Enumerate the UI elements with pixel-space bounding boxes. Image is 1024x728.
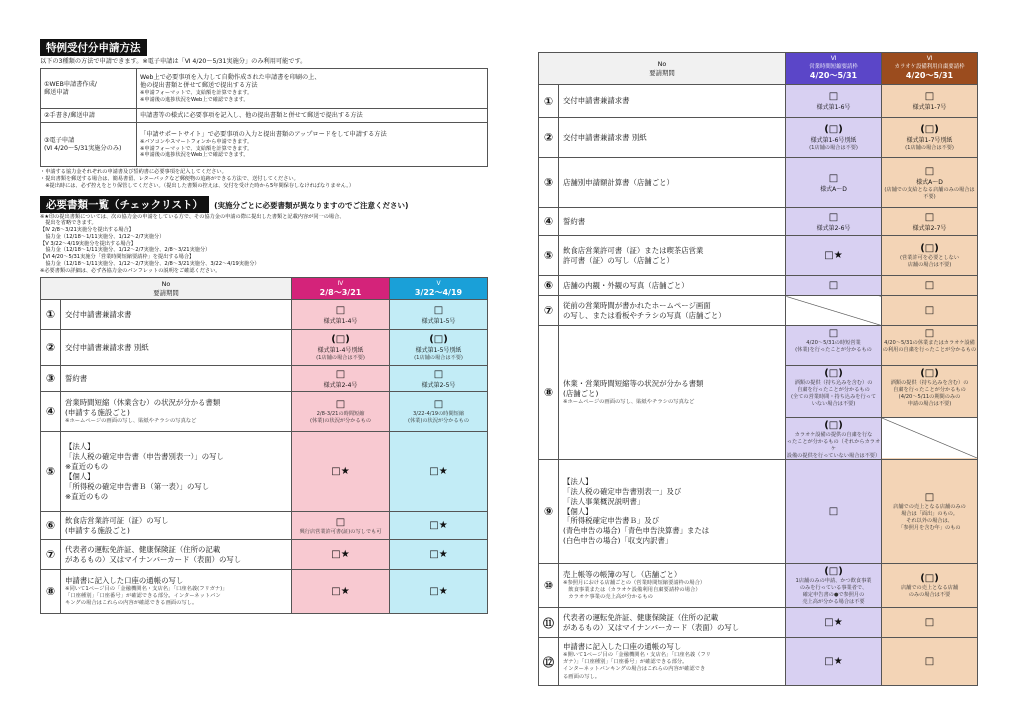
row-number: ④ (41, 392, 61, 432)
checkbox: □ (924, 165, 935, 177)
method-intro: 以下の3種類の方法で申請できます。※電子申請は「Ⅵ 4/20～5/31実施分」のみ利用可能です。 (40, 58, 307, 65)
row-item: 店舗別申請額計算書（店舗ごと） (559, 158, 786, 208)
row-item: 従前の営業時間が書かれたホームページ画面 の写し、または看板やチラシの写真（店舗ごと） (559, 296, 786, 326)
table-row (539, 296, 978, 326)
table-row (539, 208, 978, 236)
col-period-label: 要請期間 (649, 69, 675, 77)
form-number: 様式第1-4号 (323, 317, 358, 325)
row-note: ※参照月における店舗ごとの（営業時間短縮要請枠の場合） 飲食事業または（カラオケ設備利用自粛要請枠の場合） カラオケ事業の売上高が分かるもの (563, 579, 706, 601)
left-page (40, 36, 488, 614)
checkbox-star: □★ (824, 617, 843, 628)
not-applicable-cell (882, 418, 977, 458)
table-row (539, 276, 978, 296)
row-number: ① (539, 85, 559, 118)
row-item: 交付申請書兼請求書 (559, 85, 786, 118)
cell-note: 4/20～5/31の休業またはカラオケ設備 の利用の自粛を行ったことが分かるもの (882, 340, 977, 353)
form-number: 様式第1-7号別紙 (906, 137, 953, 144)
checkbox: (□) (920, 573, 939, 584)
checkbox: □ (828, 211, 839, 223)
table-row (41, 366, 488, 392)
row-number: ⑧ (539, 326, 559, 460)
col-vi-b-sub: カラオケ設備利用自粛要請枠 (894, 64, 965, 71)
cell-note: 酒類の提供（持ち込みを含む）の 自粛を行ったことが分かるもの (全ての営業時間・持ち込みを行って いない場合は不要) (790, 380, 877, 407)
row-number: ① (41, 300, 61, 330)
checkbox: □ (335, 304, 346, 316)
checkbox: □ (924, 305, 935, 316)
row-number: ⑦ (41, 540, 61, 570)
col-v-period: 3/22～4/19 (414, 287, 463, 297)
cell-note: 興行店営業許可書(証)の写しでも可 (299, 528, 382, 535)
form-number: 様式第1-7号 (912, 104, 947, 111)
table-row (539, 158, 978, 208)
cell-note: 4/20～5/31の時短営業 (休業)を行ったことが分かるもの (795, 340, 872, 353)
cell-note: (1店舗の場合は不要) (316, 355, 365, 362)
row-number: ⑨ (539, 460, 559, 564)
checkbox: □ (335, 368, 346, 380)
checkbox: (□) (824, 124, 843, 135)
checkbox: □ (828, 172, 839, 184)
table-row (539, 638, 978, 686)
row-note: ※同いて1ページ目の「金融機関名・支店名」「口座名義(フリガナ)」 「口座種別」「口座番号」が確認できる部分。インターネットバン キングの場合はこれらの内容が確認できる画面の写し。 (65, 586, 228, 607)
form-number: 様式第1-5号別紙 (415, 347, 462, 355)
method-name: ③電子申請 (Ⅵ 4/20～5/31実施分のみ) (41, 123, 137, 167)
cell-note: (1店舗の場合は不要) (809, 145, 858, 151)
row-note: ※開いて1ページ目の「金融機関名・支店名」「口座名義（フリ ガナ）」「口座種別」「口座番号」が確認できる部分。 インターネットバンキングの場合はこれらの内容が確認でき る画面の写し。 (563, 652, 711, 680)
col-vi-a-period: 4/20～5/31 (809, 71, 858, 81)
table-row (41, 432, 488, 512)
row-item: 代表者の運転免許証、健康保険証（住所の記載 があるもの）又はマイナンバーカード（表面）の写し (559, 608, 786, 638)
method-notes: ※申請フォーマットで、支給額を計算できます。 ※申請後の進捗状況をWeb上で確認できます。 (140, 90, 253, 103)
checkbox: □ (924, 211, 935, 223)
checkbox: □ (924, 280, 935, 291)
checkbox: □ (335, 399, 346, 411)
cell-note: 1店舗のみの申請、かつ飲食事業 のみを行っている事業者で、 確定申告書の●で参照月の 売上高が分かる場合は不要 (795, 578, 872, 605)
row-item: 飲食店営業許可書（証）または喫茶店営業 許可書（証）の写し（店舗ごと） (559, 236, 786, 276)
table-row (41, 570, 488, 614)
checklist-title: 必要書類一覧（チェックリスト） (40, 196, 209, 213)
table-row (539, 326, 978, 460)
row-number: ⑧ (41, 570, 61, 614)
row-item: 店舗の内観・外観の写真（店舗ごと） (559, 276, 786, 296)
right-checklist-table (538, 52, 978, 686)
cell-note: 酒類の提供（持ち込みを含む）の 自粛を行ったことが分かるもの (4/20～5/11の期間のみの 申請の場合は不要) (890, 380, 969, 407)
checkbox: □ (924, 91, 935, 102)
row-item: 交付申請書兼請求書 別紙 (65, 342, 149, 352)
cell-note: カラオケ設備の提供の自粛を行な ったことが分かるもの（それからカラオケ 設備の提供を行っていない場合は不要） (786, 432, 881, 459)
table-row (41, 540, 488, 570)
checkbox: □ (433, 399, 444, 411)
checkbox: □ (828, 91, 839, 102)
checkbox: (□) (824, 368, 843, 379)
col-vi-b-period: 4/20～5/31 (905, 71, 954, 81)
col-period-label: 要請期間 (153, 289, 179, 298)
method-name: ②手書き/郵送申請 (41, 109, 137, 123)
method-desc: 「申請サポートサイト」で必要事項の入力と提出書類のアップロードをして申請する方法 (140, 130, 387, 138)
row-note: ※ホームページの画面の写し、貼紙やチラシの写真など (563, 398, 695, 405)
row-item: 申請書に記入した口座の通帳の写し (563, 642, 682, 652)
method-notes: ※パソコンやスマートフォンから申請できます。 ※申請フォーマットで、支給額を計算できます。 ※申請後の進捗状況をWeb上で確認できます。 (140, 138, 253, 159)
checkbox: □ (924, 328, 935, 339)
table-row (41, 330, 488, 366)
checkbox: □ (924, 492, 935, 503)
row-number: ⑥ (539, 276, 559, 296)
row-item: 代表者の運転免許証、健康保険証（住所の記載 があるもの）又はマイナンバーカード（表面）の写し (61, 540, 292, 570)
col-vi-a-sub: 営業時間短縮要請枠 (809, 64, 858, 71)
cell-note: (1店舗の場合は不要) (905, 145, 954, 151)
row-number: ③ (539, 158, 559, 208)
form-number: 様式第1-6号 (816, 104, 851, 111)
left-checklist-table (40, 277, 488, 614)
row-number: ② (539, 118, 559, 158)
cell-note: (店舗での支給となる店舗のみの場合は不要) (884, 186, 975, 200)
form-number: 様式第2-4号 (323, 381, 358, 389)
checkbox-star: □★ (331, 466, 350, 478)
form-number: 様式第2-7号 (912, 224, 947, 232)
not-applicable-cell (786, 296, 882, 326)
checkbox: □ (828, 280, 839, 291)
row-number: ⑪ (539, 608, 559, 638)
form-number: 様式第1-5号 (421, 317, 456, 325)
col-iv-title: Ⅳ (337, 279, 344, 287)
row-item: 飲食店営業許可証（証）の写し (申請する施設ごと) (61, 512, 292, 540)
col-no-label: No (657, 60, 667, 68)
row-item: 休業・営業時間短縮等の状況が分かる書類 (店舗ごと) (563, 378, 704, 398)
col-no-label: No (161, 280, 171, 289)
table-row (41, 512, 488, 540)
checkbox-star: □★ (429, 549, 448, 561)
checkbox: □ (924, 617, 935, 628)
checkbox: (□) (429, 334, 448, 346)
checkbox: □ (335, 516, 346, 528)
right-page (538, 52, 978, 686)
table-row (41, 392, 488, 432)
checkbox-star: □★ (429, 520, 448, 532)
row-item: 誓約書 (65, 373, 88, 383)
checkbox: □ (433, 304, 444, 316)
col-vi-a-title: Ⅵ (830, 55, 837, 63)
row-number: ⑫ (539, 638, 559, 686)
checkbox: (□) (824, 566, 843, 577)
table-row (41, 300, 488, 330)
form-number: 様式A～D (820, 185, 847, 193)
checklist-subtitle: (実施分ごとに必要書類が異なりますのでご注意ください) (214, 200, 409, 210)
col-v-title: Ⅴ (436, 279, 441, 287)
checkbox: □ (828, 328, 839, 339)
table-row (539, 85, 978, 118)
method-notes-block: ・申請する協力金それぞれの申請書及び誓約書に必要事項を記入してください。 ・提出書類を郵送する場合は、簡易書留、レターパックなど郵便物の追跡ができる方法で、送付してください。 ※提出時には、必ず控えをとり保管してください。（提出した書類の控えは、交付を受けた時から5年間保存しなければなりません。） (40, 169, 355, 189)
row-item: 【法人】 「法人税の確定申告書別表一」及び 「法人事業概況説明書」 【個人】 「所得税確定申告書Ｂ」及び (青色申告の場合)「青色申告決算書」または (白色申告の場合)「収支内訳書」 (559, 460, 786, 564)
cell-note: 店舗での売上となる店舗のみの 場合は「面出」のもの。 それ以外の場合は、 「参照月を含む年」のもの (893, 504, 966, 531)
row-number: ④ (539, 208, 559, 236)
checkbox-star: □★ (429, 586, 448, 598)
row-number: ② (41, 330, 61, 366)
checkbox: □ (433, 368, 444, 380)
form-number: 様式A～D (916, 178, 943, 186)
table-row (539, 460, 978, 564)
row-item: 交付申請書兼請求書 (65, 309, 132, 319)
table-row (539, 608, 978, 638)
method-name: ①WEB申請書作成/ 郵送申請 (41, 69, 137, 109)
checkbox: (□) (920, 124, 939, 135)
checkbox: □ (828, 506, 839, 517)
row-number: ⑦ (539, 296, 559, 326)
row-number: ⑤ (539, 236, 559, 276)
row-item: 売上帳等の帳簿の写し（店舗ごと） (563, 569, 682, 579)
method-desc: Web上で必要事項を入力して自動作成された申請書を印刷の上、 他の提出書類と併せて郵送で提出する方法 (140, 74, 321, 90)
form-number: 様式第2-5号 (421, 381, 456, 389)
checkbox: (□) (824, 420, 843, 431)
checkbox: □ (924, 656, 935, 667)
col-vi-b-title: Ⅵ (926, 55, 933, 63)
checkbox: (□) (920, 368, 939, 379)
checkbox-star: □★ (331, 586, 350, 598)
table-row (539, 564, 978, 608)
row-number: ③ (41, 366, 61, 392)
checkbox-star: □★ (824, 656, 843, 667)
cell-note: (1店舗の場合は不要) (414, 355, 463, 362)
checklist-notes: ※★印の提出書類については、次の協力金の申請をしている方で、その協力金の申請の際に提出した書類と記載内容が同一の場合、 提出を省略できます。 【Ⅳ 2/8～3/21実施分を提出する場合】 協力金（12/18～1/11実施分、1/12～2/7実施分） 【Ⅴ 3/22～4/19実施分を提出する場合】 協力金（12/18～1/11実施分、1/12～2/7実施分、2/8～3/21実施分） 【Ⅵ 4/20～5/31実施分「営業時間短縮要請枠」を提出する場合】 協力金（12/18～1/11実施分、1/12～2/7実施分、2/8～3/21実施分、3/22～4/19実施分） ※必要書類の詳細は、必ず各協力金のパンフレットの説明をご確認ください。 (40, 213, 345, 274)
row-item: 【法人】 「法人税の確定申告書（申告書別表一）」の写し ※直近のもの 【個人】 「所得税の確定申告書Ｂ（第一表）」の写し ※直近のもの (61, 432, 292, 512)
table-row (539, 236, 978, 276)
checkbox-star: □★ (824, 250, 843, 261)
cell-note: 店舗での売上となる店舗 のみの場合は不要 (900, 585, 959, 598)
method-title: 特例受付分申請方法 (40, 39, 147, 56)
checkbox-star: □★ (429, 466, 448, 478)
form-number: 様式第1-4号別紙 (317, 347, 364, 355)
row-number: ⑥ (41, 512, 61, 540)
row-item: 誓約書 (559, 208, 786, 236)
row-item: 交付申請書兼請求書 別紙 (559, 118, 786, 158)
col-iv-period: 2/8～3/21 (319, 287, 362, 297)
cell-note: 2/8-3/21の時間短縮 (休業)の状況が分かるもの (309, 411, 372, 425)
row-note: ※ホームページの画面の写し、貼紙やチラシの写真など (65, 418, 197, 425)
cell-note: 3/22-4/19の時間短縮 (休業)の状況が分かるもの (407, 411, 470, 425)
row-item: 営業時間短縮（休業含む）の状況が分かる書類 (申請する施設ごと) (65, 398, 221, 418)
row-number: ⑤ (41, 432, 61, 512)
row-item: 申請書に記入した口座の通帳の写し (65, 576, 184, 586)
method-desc: 申請書等の様式に必要事項を記入し、他の提出書類と併せて郵送で提出する方法 (137, 109, 488, 123)
table-row (539, 118, 978, 158)
checkbox-star: □★ (331, 549, 350, 561)
row-number: ⑩ (539, 564, 559, 608)
checkbox: (□) (920, 243, 939, 254)
checkbox: (□) (331, 334, 350, 346)
cell-note: (営業許可を必要としない 店舗の場合は不要) (899, 255, 960, 268)
form-number: 様式第2-6号 (816, 224, 851, 232)
form-number: 様式第1-6号別紙 (810, 137, 857, 144)
method-table (40, 68, 488, 167)
